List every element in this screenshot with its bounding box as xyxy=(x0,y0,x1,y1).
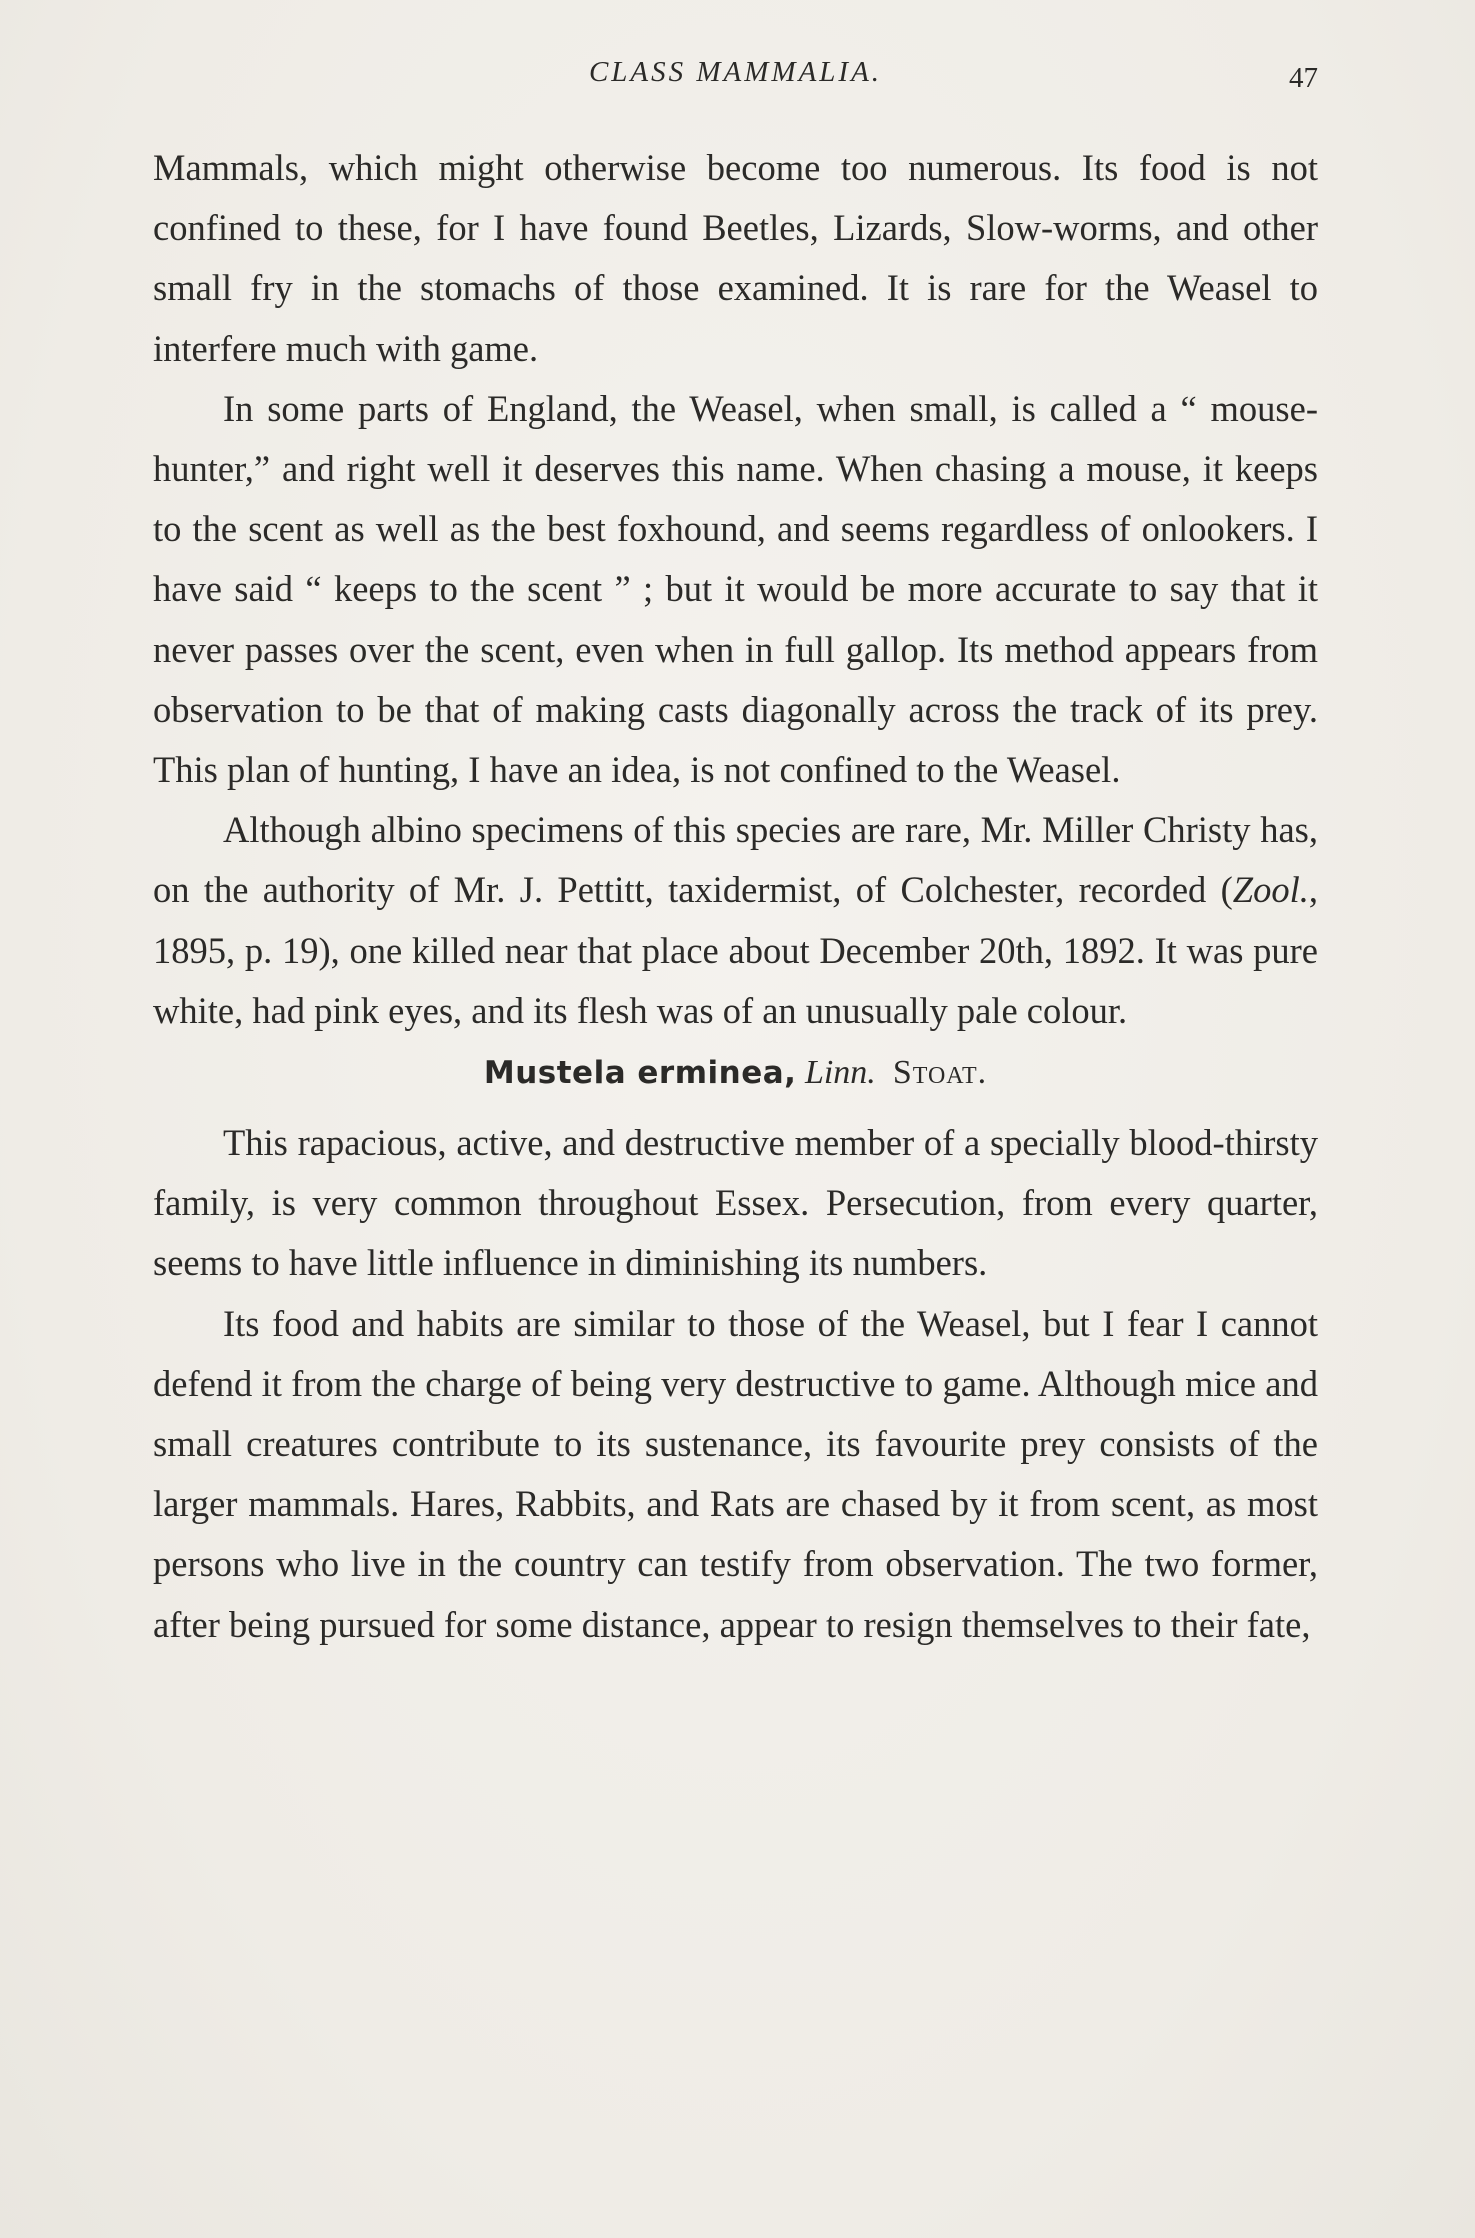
paragraph-text: In some parts of England, the Weasel, when small, is called a “ mouse-hunter,” and right well it deserves this name. When chasing a mouse, it keeps to the scent as well as the best foxhound, and seems regardless of onlookers. I have said “ keeps to the scent ” ; but it would be more accurate to say that it never passes over the scent, even when in full gallop. Its method appears from observation to be that of making casts diagonally across the track of its prey. This plan of hunting, I have an idea, is not confined to the Weasel. xyxy=(153,387,1318,791)
paragraph-mouse-hunter xyxy=(153,379,1318,800)
paragraph-stoat-intro xyxy=(153,1113,1318,1294)
paragraph-text: This rapacious, active, and destructive member of a specially blood-thirsty family, is very common throughout Essex. Persecution, from every quarter, seems to have little influence in diminishing its numbers. xyxy=(153,1122,1318,1284)
paragraph-text: Its food and habits are similar to those of the Weasel, but I fear I cannot defend it from the charge of being very destructive to game. Although mice and small creatures contribute to its sustenance, its favourite prey consists of the larger mammals. Hares, Rabbits, and Rats are chased by it from scent, as most persons who live in the country can testify from observation. The two former, after being pursued for some distance, appear to resign themselves to their fate, xyxy=(153,1302,1318,1645)
species-authority: Linn. xyxy=(804,1054,876,1092)
paragraph-albino xyxy=(153,800,1318,1041)
paragraph-text: , 1895, p. 19), one killed near that place about December 20th, 1892. It was pure white, had pink eyes, and its flesh was of an unusually pale colour. xyxy=(153,869,1318,1031)
paragraph-weasel-food xyxy=(153,138,1318,379)
body-text xyxy=(153,138,1318,1655)
paragraph-stoat-food xyxy=(153,1294,1318,1655)
scientific-name: Mustela erminea, xyxy=(483,1055,797,1092)
paragraph-text: Mammals, which might otherwise become too numerous. Its food is not confined to these, for I have found Beetles, Lizards, Slow-worms, and other small fry in the stomachs of those examined. It is rare for the Weasel to interfere much with game. xyxy=(153,147,1318,369)
running-title: CLASS MAMMALIA. xyxy=(588,56,883,88)
journal-citation: Zool. xyxy=(1232,869,1309,911)
paragraph-text: Although albino specimens of this species are rare, Mr. Miller Christy has, on the authority of Mr. J. Pettitt, taxidermist, of Colchester, recorded ( xyxy=(153,809,1318,911)
species-heading xyxy=(153,1041,1318,1113)
common-name: Stoat. xyxy=(892,1054,988,1092)
page-number: 47 xyxy=(1289,62,1318,94)
running-head xyxy=(153,52,1318,102)
